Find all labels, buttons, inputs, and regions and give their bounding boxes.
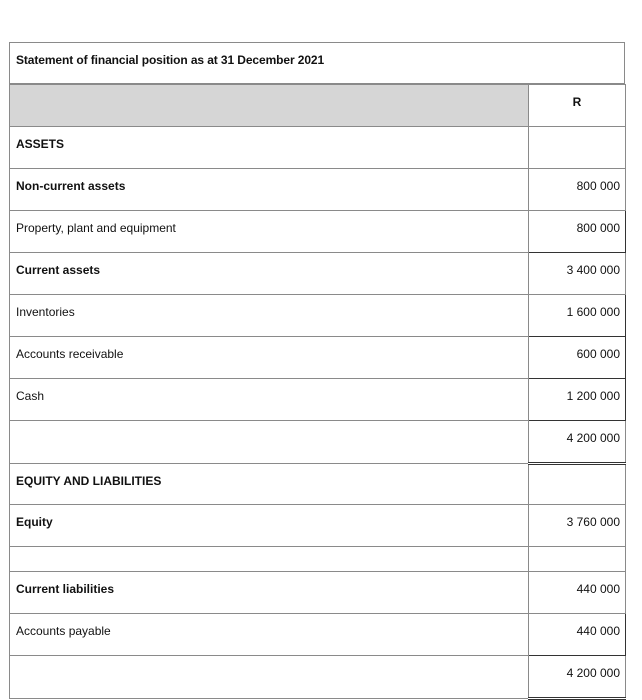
row-amount: 800 000 xyxy=(529,169,626,211)
row-label xyxy=(10,421,529,464)
row-total-equity-liabilities xyxy=(10,656,626,699)
row-label: Accounts receivable xyxy=(10,337,529,379)
row-label: EQUITY AND LIABILITIES xyxy=(10,464,529,505)
row-cash xyxy=(10,379,626,421)
column-header-row xyxy=(10,85,626,127)
row-non-current-assets xyxy=(10,169,626,211)
row-amount: 1 600 000 xyxy=(529,295,626,337)
currency-header: R xyxy=(529,85,626,127)
row-amount-total: 4 200 000 xyxy=(529,421,626,464)
row-current-assets xyxy=(10,253,626,295)
row-amount: 3 400 000 xyxy=(529,253,626,295)
row-current-liabilities xyxy=(10,572,626,614)
row-amount: 800 000 xyxy=(529,211,626,253)
row-equity-liabilities-heading xyxy=(10,464,626,505)
row-label: Accounts payable xyxy=(10,614,529,656)
row-spacer xyxy=(10,547,626,572)
row-amount: 440 000 xyxy=(529,614,626,656)
row-amount xyxy=(529,547,626,572)
row-amount: 1 200 000 xyxy=(529,379,626,421)
row-total-assets xyxy=(10,421,626,464)
row-amount xyxy=(529,464,626,505)
row-amount-total: 4 200 000 xyxy=(529,656,626,699)
row-label: Cash xyxy=(10,379,529,421)
statement-title: Statement of financial position as at 31 December 2021 xyxy=(9,42,625,84)
row-label: ASSETS xyxy=(10,127,529,169)
row-accounts-payable xyxy=(10,614,626,656)
row-amount xyxy=(529,127,626,169)
row-label: Inventories xyxy=(10,295,529,337)
statement-table xyxy=(9,84,626,700)
row-label: Non-current assets xyxy=(10,169,529,211)
row-label: Current liabilities xyxy=(10,572,529,614)
row-assets-heading xyxy=(10,127,626,169)
row-label xyxy=(10,547,529,572)
row-label xyxy=(10,656,529,699)
financial-statement xyxy=(9,42,625,700)
row-property-plant-equipment xyxy=(10,211,626,253)
row-label: Property, plant and equipment xyxy=(10,211,529,253)
row-amount: 600 000 xyxy=(529,337,626,379)
row-label: Equity xyxy=(10,505,529,547)
row-label: Current assets xyxy=(10,253,529,295)
row-amount: 3 760 000 xyxy=(529,505,626,547)
row-accounts-receivable xyxy=(10,337,626,379)
row-amount: 440 000 xyxy=(529,572,626,614)
row-inventories xyxy=(10,295,626,337)
row-equity xyxy=(10,505,626,547)
header-label-cell xyxy=(10,85,529,127)
